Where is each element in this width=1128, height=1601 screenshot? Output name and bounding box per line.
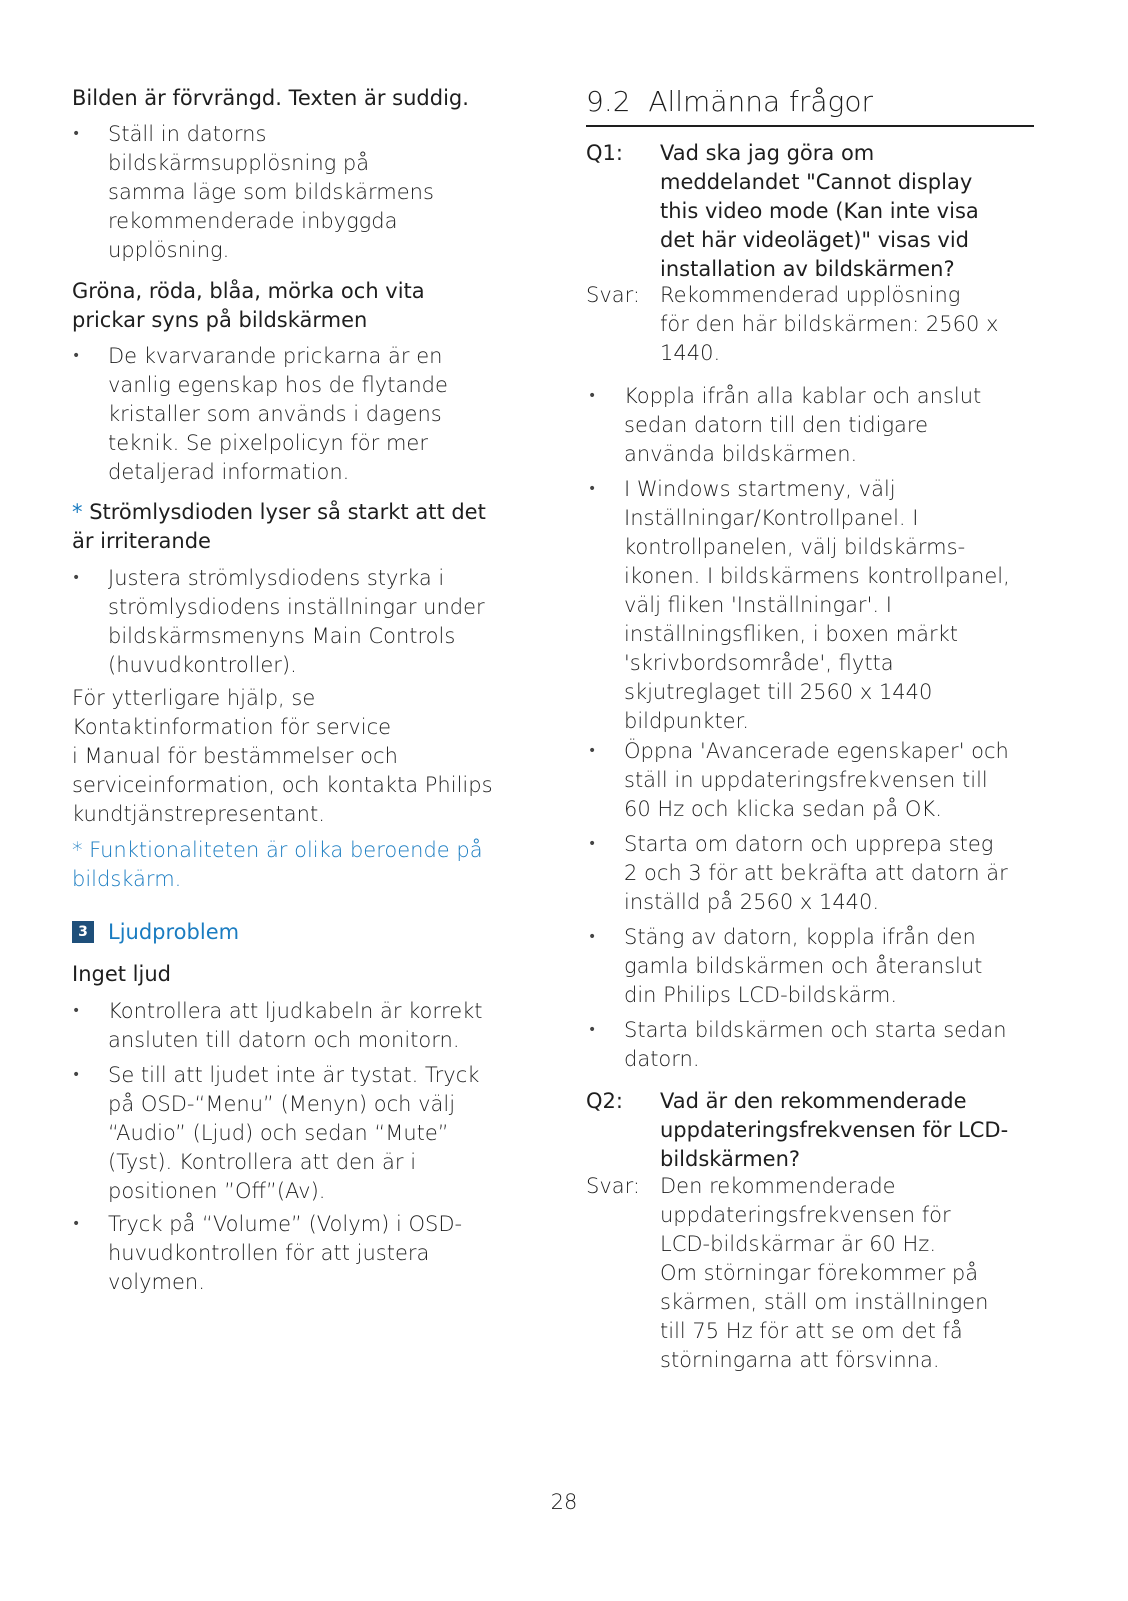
text-line: Se till att ljudet inte är tystat. Tryck — [108, 1063, 480, 1087]
text-line: För ytterligare hjälp, se — [72, 686, 316, 710]
text-line: (huvudkontroller). — [108, 653, 297, 677]
bullet-icon: • — [72, 126, 81, 142]
text-line: uppdateringsfrekvensen för — [660, 1203, 951, 1227]
bullet-text — [624, 382, 981, 469]
issue-heading-no-sound: Inget ljud — [72, 962, 171, 986]
answer-label: Svar: — [586, 283, 640, 307]
bullet-icon: • — [588, 929, 597, 945]
text-line: (Tyst). Kontrollera att den är i — [108, 1150, 417, 1174]
bullet-icon: • — [72, 348, 81, 364]
text-line: huvudkontrollen för att justera — [108, 1241, 430, 1265]
text-line: din Philips LCD-bildskärm. — [624, 983, 898, 1007]
text-line: Starta om datorn och upprepa steg — [624, 832, 994, 856]
question-label: Q2: — [586, 1089, 623, 1113]
text-line: Koppla ifrån alla kablar och anslut — [624, 384, 982, 408]
text-line: Rekommenderad upplösning — [660, 283, 961, 307]
text-line: skjutreglaget till 2560 x 1440 — [624, 680, 933, 704]
text-line: 2 och 3 för att bekräfta att datorn är — [624, 861, 1008, 885]
text-line: ställ in uppdateringsfrekvensen till — [624, 768, 988, 792]
text-line: 'skrivbordsområde', flytta — [624, 651, 894, 675]
asterisk-marker: * — [72, 500, 83, 524]
question-text — [660, 1087, 1008, 1174]
text-line: för den här bildskärmen: 2560 x — [660, 312, 999, 336]
text-line: * Funktionaliteten är olika beroende på — [72, 838, 483, 862]
bullet-text — [108, 342, 448, 487]
bullet-icon: • — [588, 481, 597, 497]
text-line: kundtjänstrepresentant. — [72, 802, 325, 826]
section-title-general-questions: 9.2 Allmänna frågor — [586, 85, 873, 118]
text-line: Kontaktinformation för service — [72, 715, 392, 739]
issue-heading-distorted-image: Bilden är förvrängd. Texten är suddig. — [72, 86, 469, 110]
text-line: skärmen, ställ om inställningen — [660, 1290, 989, 1314]
bullet-text — [108, 120, 434, 265]
text-line: 1440. — [660, 341, 721, 365]
bullet-icon: • — [588, 743, 597, 759]
text-line: serviceinformation, och kontakta Philips — [72, 773, 493, 797]
text-line: teknik. Se pixelpolicyn för mer — [108, 431, 428, 455]
text-line: vanlig egenskap hos de flytande — [108, 373, 448, 397]
page-number: 28 — [550, 1490, 578, 1514]
answer-text — [660, 1172, 988, 1375]
functionality-note — [72, 836, 483, 894]
section-title: Ljudproblem — [108, 920, 240, 944]
text-line: bildskärmsupplösning på — [108, 151, 370, 175]
text-line: sedan datorn till den tidigare — [624, 413, 929, 437]
text-line: uppdateringsfrekvensen för LCD- — [660, 1118, 1009, 1142]
text-line: använda bildskärmen. — [624, 442, 858, 466]
text-line: Stäng av datorn, koppla ifrån den — [624, 925, 976, 949]
section-divider — [586, 125, 1034, 127]
bullet-text — [108, 564, 485, 680]
bullet-text — [624, 830, 1008, 917]
text-line: i Manual för bestämmelser och — [72, 744, 398, 768]
text-line: prickar syns på bildskärmen — [72, 308, 368, 332]
text-line: inställd på 2560 x 1440. — [624, 890, 880, 914]
text-line: volymen. — [108, 1270, 205, 1294]
bullet-text — [624, 1016, 1007, 1074]
text-line: störningarna att försvinna. — [660, 1348, 940, 1372]
bullet-icon: • — [588, 1022, 597, 1038]
text-line: Vad är den rekommenderade — [660, 1089, 967, 1113]
text-line: “Audio” (Ljud) och sedan “Mute” — [108, 1121, 449, 1145]
bullet-text — [108, 1210, 462, 1297]
text-line: är irriterande — [72, 529, 211, 553]
text-line: I Windows startmeny, välj — [624, 477, 896, 501]
text-line: det här videoläget)" visas vid — [660, 228, 970, 252]
text-line: strömlysdiodens inställningar under — [108, 595, 485, 619]
text-line: välj fliken 'Inställningar'. I — [624, 593, 892, 617]
text-line: Strömlysdioden lyser så starkt att det — [89, 500, 486, 524]
answer-text — [660, 281, 998, 368]
further-help-paragraph — [72, 684, 493, 829]
bullet-icon: • — [588, 836, 597, 852]
text-line: ikonen. I bildskärmens kontrollpanel, — [624, 564, 1010, 588]
text-line: Starta bildskärmen och starta sedan — [624, 1018, 1007, 1042]
bullet-icon: • — [72, 570, 81, 586]
text-line: Inställningar/Kontrollpanel. I — [624, 506, 919, 530]
bullet-icon: • — [588, 388, 597, 404]
bullet-icon: • — [72, 1216, 81, 1232]
section-number-badge: 3 — [72, 921, 94, 943]
answer-label: Svar: — [586, 1174, 640, 1198]
text-line: 60 Hz och klicka sedan på OK. — [624, 797, 942, 821]
bullet-text — [108, 1061, 479, 1206]
text-line: Den rekommenderade — [660, 1174, 896, 1198]
text-line: inställningsfliken, i boxen märkt — [624, 622, 958, 646]
text-line: bildpunkter. — [624, 709, 749, 733]
text-line: till 75 Hz för att se om det få — [660, 1319, 963, 1343]
text-line: gamla bildskärmen och återanslut — [624, 954, 983, 978]
bullet-text — [624, 475, 1010, 736]
bullet-text — [624, 737, 1009, 824]
text-line: installation av bildskärmen? — [660, 257, 955, 281]
text-line: Öppna 'Avancerade egenskaper' och — [624, 739, 1009, 763]
question-text — [660, 139, 979, 284]
text-line: rekommenderade inbyggda — [108, 209, 398, 233]
text-line: Vad ska jag göra om — [660, 141, 875, 165]
text-line: bildskärmsmenyns Main Controls — [108, 624, 456, 648]
text-line: positionen ”Off”(Av). — [108, 1179, 326, 1203]
text-line: bildskärmen? — [660, 1147, 801, 1171]
text-line: Justera strömlysdiodens styrka i — [108, 566, 445, 590]
text-line: kristaller som används i dagens — [108, 402, 442, 426]
text-line: Gröna, röda, blåa, mörka och vita — [72, 279, 425, 303]
text-line: datorn. — [624, 1047, 700, 1071]
text-line: detaljerad information. — [108, 460, 350, 484]
bullet-icon: • — [72, 1067, 81, 1083]
bullet-icon: • — [72, 1003, 81, 1019]
text-line: Kontrollera att ljudkabeln är korrekt — [108, 999, 483, 1023]
text-line: Om störningar förekommer på — [660, 1261, 979, 1285]
section-heading-audio — [72, 918, 532, 947]
text-line: samma läge som bildskärmens — [108, 180, 434, 204]
bullet-text — [108, 997, 483, 1055]
issue-heading-power-led — [72, 498, 532, 556]
text-line: Tryck på “Volume” (Volym) i OSD- — [108, 1212, 463, 1236]
text-line: upplösning. — [108, 238, 230, 262]
question-label: Q1: — [586, 141, 623, 165]
issue-heading-power-led-text — [72, 500, 486, 553]
text-line: De kvarvarande prickarna är en — [108, 344, 443, 368]
text-line: på OSD-“Menu” (Menyn) och välj — [108, 1092, 456, 1116]
text-line: meddelandet "Cannot display — [660, 170, 973, 194]
text-line: bildskärm. — [72, 867, 182, 891]
text-line: this video mode (Kan inte visa — [660, 199, 979, 223]
text-line: kontrollpanelen, välj bildskärms- — [624, 535, 966, 559]
text-line: ansluten till datorn och monitorn. — [108, 1028, 460, 1052]
text-line: Ställ in datorns — [108, 122, 267, 146]
text-line: LCD-bildskärmar är 60 Hz. — [660, 1232, 937, 1256]
issue-heading-colored-dots — [72, 277, 425, 335]
bullet-text — [624, 923, 982, 1010]
